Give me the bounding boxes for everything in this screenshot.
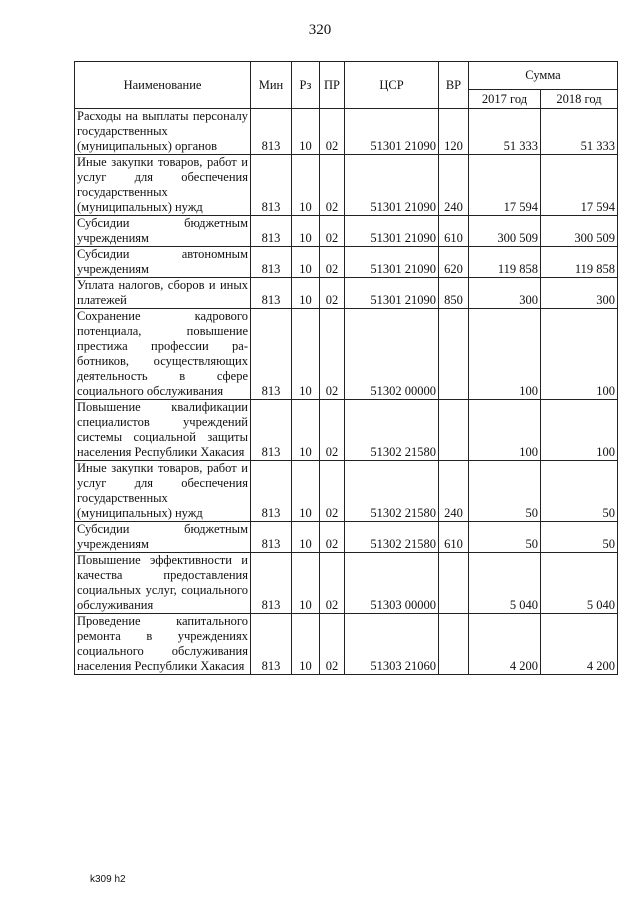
- cell-name: Субсидии бюджетным учреждениям: [75, 216, 251, 247]
- cell-2017: 100: [469, 309, 541, 400]
- cell-csr: 51302 21580: [345, 461, 439, 522]
- cell-csr: 51303 00000: [345, 553, 439, 614]
- cell-csr: 51301 21090: [345, 155, 439, 216]
- cell-rz: 10: [292, 278, 320, 309]
- cell-vr: 240: [439, 155, 469, 216]
- cell-vr: 240: [439, 461, 469, 522]
- cell-vr: [439, 553, 469, 614]
- cell-pr: 02: [320, 278, 345, 309]
- cell-min: 813: [251, 400, 292, 461]
- cell-rz: 10: [292, 400, 320, 461]
- cell-pr: 02: [320, 400, 345, 461]
- cell-2017: 50: [469, 461, 541, 522]
- cell-2017: 300: [469, 278, 541, 309]
- cell-min: 813: [251, 247, 292, 278]
- cell-rz: 10: [292, 461, 320, 522]
- cell-min: 813: [251, 553, 292, 614]
- cell-pr: 02: [320, 553, 345, 614]
- cell-2017: 51 333: [469, 109, 541, 155]
- cell-vr: 610: [439, 216, 469, 247]
- cell-csr: 51301 21090: [345, 109, 439, 155]
- cell-2017: 50: [469, 522, 541, 553]
- cell-2017: 300 509: [469, 216, 541, 247]
- cell-csr: 51301 21090: [345, 216, 439, 247]
- cell-csr: 51302 21580: [345, 522, 439, 553]
- cell-rz: 10: [292, 614, 320, 675]
- footer-code: k309 h2: [90, 874, 126, 885]
- cell-2018: 100: [541, 309, 618, 400]
- table-row: [75, 522, 618, 553]
- cell-2018: 51 333: [541, 109, 618, 155]
- cell-2018: 50: [541, 461, 618, 522]
- cell-csr: 51302 21580: [345, 400, 439, 461]
- cell-pr: 02: [320, 522, 345, 553]
- budget-table: [74, 61, 618, 675]
- table-row: [75, 155, 618, 216]
- cell-min: 813: [251, 461, 292, 522]
- cell-name: Проведение капитального ремонта в учреждениях социального обслуживания населения Республики Хакасия: [75, 614, 251, 675]
- cell-2018: 119 858: [541, 247, 618, 278]
- header-name: Наименование: [75, 62, 251, 109]
- cell-csr: 51302 00000: [345, 309, 439, 400]
- cell-csr: 51303 21060: [345, 614, 439, 675]
- cell-name: Расходы на выплаты персоналу государственных (муниципальных) органов: [75, 109, 251, 155]
- cell-rz: 10: [292, 247, 320, 278]
- cell-2018: 100: [541, 400, 618, 461]
- cell-rz: 10: [292, 155, 320, 216]
- cell-2017: 119 858: [469, 247, 541, 278]
- cell-2018: 300: [541, 278, 618, 309]
- cell-vr: [439, 309, 469, 400]
- cell-pr: 02: [320, 461, 345, 522]
- cell-vr: [439, 400, 469, 461]
- cell-min: 813: [251, 614, 292, 675]
- cell-csr: 51301 21090: [345, 247, 439, 278]
- cell-min: 813: [251, 216, 292, 247]
- cell-pr: 02: [320, 614, 345, 675]
- cell-pr: 02: [320, 109, 345, 155]
- cell-2018: 17 594: [541, 155, 618, 216]
- cell-pr: 02: [320, 216, 345, 247]
- cell-pr: 02: [320, 309, 345, 400]
- cell-min: 813: [251, 309, 292, 400]
- cell-name: Повышение эффективности и качества предоставления социальных услуг, социального обслуживания: [75, 553, 251, 614]
- table-row: [75, 278, 618, 309]
- table-row: [75, 109, 618, 155]
- cell-vr: 850: [439, 278, 469, 309]
- cell-rz: 10: [292, 522, 320, 553]
- cell-pr: 02: [320, 155, 345, 216]
- table-row: [75, 247, 618, 278]
- cell-2018: 50: [541, 522, 618, 553]
- cell-2018: 4 200: [541, 614, 618, 675]
- cell-min: 813: [251, 155, 292, 216]
- cell-vr: [439, 614, 469, 675]
- cell-rz: 10: [292, 553, 320, 614]
- cell-min: 813: [251, 278, 292, 309]
- cell-name: Сохранение кадрового потенциала, повышение престижа профессии работников, осуществляющих деятельность в сфере социального обслуживания: [75, 309, 251, 400]
- table-row: [75, 614, 618, 675]
- cell-2018: 300 509: [541, 216, 618, 247]
- cell-min: 813: [251, 522, 292, 553]
- header-rz: Рз: [292, 62, 320, 109]
- cell-vr: 120: [439, 109, 469, 155]
- header-2017: 2017 год: [469, 90, 541, 109]
- cell-2018: 5 040: [541, 553, 618, 614]
- table-row: [75, 216, 618, 247]
- header-csr: ЦСР: [345, 62, 439, 109]
- cell-vr: 620: [439, 247, 469, 278]
- table-row: [75, 461, 618, 522]
- cell-name: Уплата налогов, сборов и иных платежей: [75, 278, 251, 309]
- cell-name: Субсидии бюджетным учреждениям: [75, 522, 251, 553]
- table-body: [75, 109, 618, 675]
- header-min: Мин: [251, 62, 292, 109]
- cell-2017: 4 200: [469, 614, 541, 675]
- cell-rz: 10: [292, 109, 320, 155]
- cell-2017: 17 594: [469, 155, 541, 216]
- cell-vr: 610: [439, 522, 469, 553]
- header-2018: 2018 год: [541, 90, 618, 109]
- cell-name: Повышение квалификации специалистов учреждений системы социальной защиты населения Республики Хакасия: [75, 400, 251, 461]
- cell-2017: 5 040: [469, 553, 541, 614]
- cell-name: Иные закупки товаров, работ и услуг для обеспечения государственных (муниципальных) нужд: [75, 155, 251, 216]
- header-pr: ПР: [320, 62, 345, 109]
- cell-name: Иные закупки товаров, работ и услуг для обеспечения государственных (муниципальных) нужд: [75, 461, 251, 522]
- cell-rz: 10: [292, 216, 320, 247]
- cell-2017: 100: [469, 400, 541, 461]
- cell-min: 813: [251, 109, 292, 155]
- table-row: [75, 553, 618, 614]
- header-sum: Сумма: [469, 62, 618, 90]
- cell-rz: 10: [292, 309, 320, 400]
- header-vr: ВР: [439, 62, 469, 109]
- table-row: [75, 309, 618, 400]
- table-row: [75, 400, 618, 461]
- cell-name: Субсидии автономным учреждениям: [75, 247, 251, 278]
- cell-csr: 51301 21090: [345, 278, 439, 309]
- cell-pr: 02: [320, 247, 345, 278]
- page-number: 320: [308, 22, 332, 38]
